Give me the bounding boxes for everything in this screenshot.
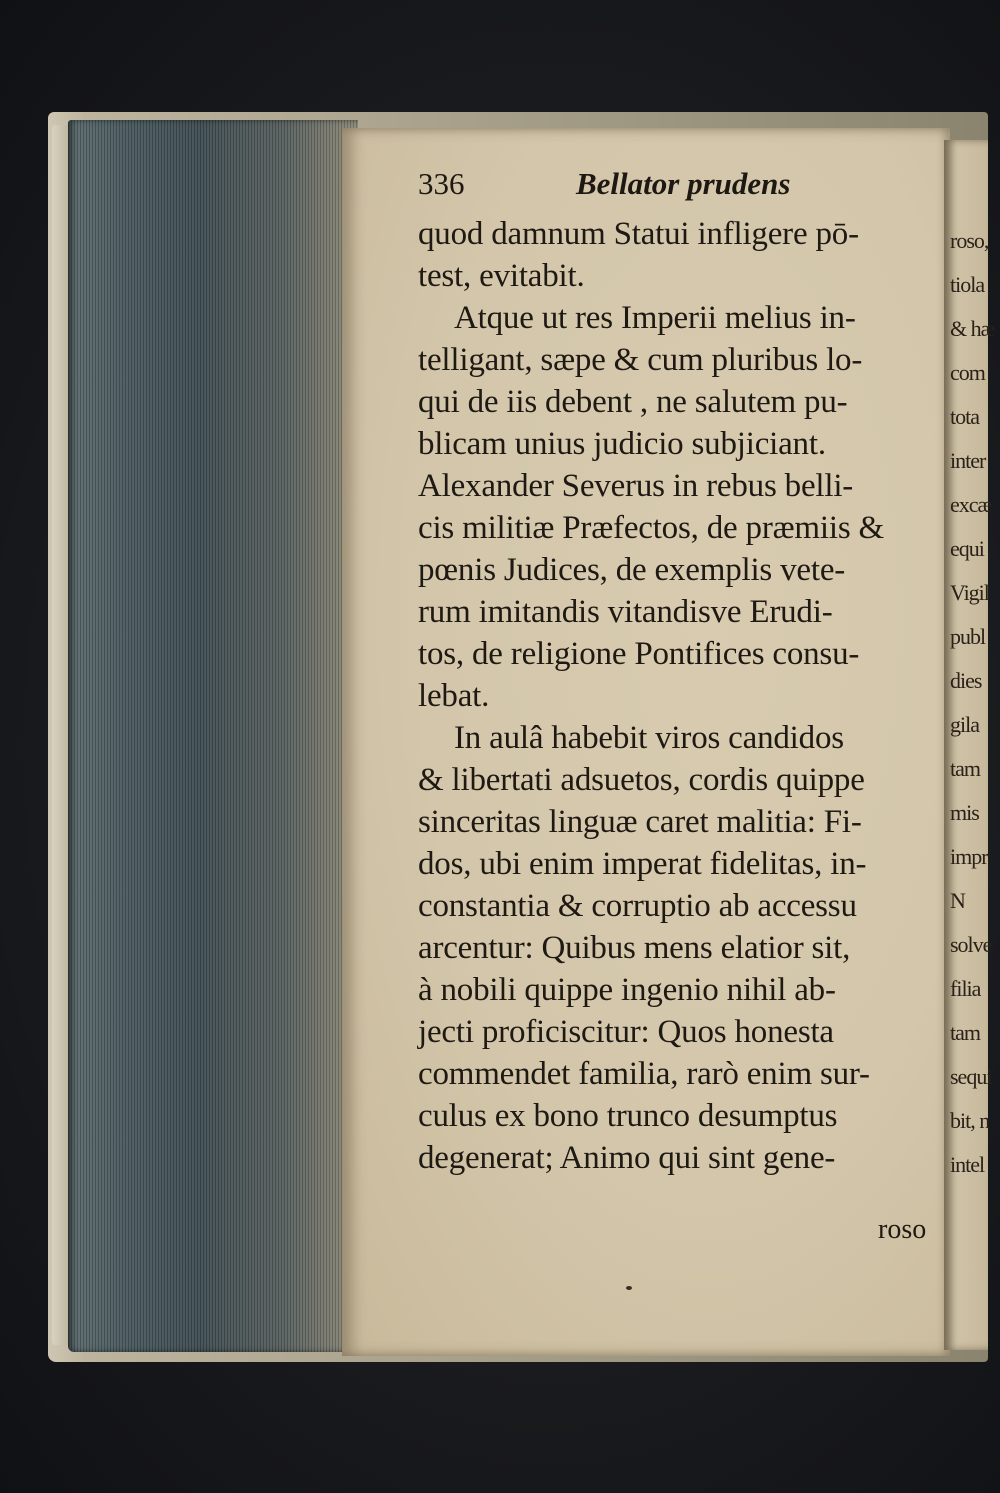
facing-page-fragment: publ [950, 624, 986, 649]
ink-spot [626, 1286, 632, 1290]
text-line: blicam unius judicio subjiciant. [418, 426, 826, 462]
facing-page-fragment: Vigil [950, 580, 989, 605]
text-line: dos, ubi enim imperat fidelitas, in- [418, 846, 867, 882]
facing-page-fragment: tam [950, 756, 980, 781]
facing-page-fragment: tam [950, 1020, 980, 1045]
running-title: Bellator prudens [576, 166, 791, 201]
text-line: lebat. [418, 678, 490, 714]
text-line: culus ex bono trunco desumptus [418, 1098, 838, 1134]
catchword: roso [878, 1214, 927, 1245]
text-line: pœnis Judices, de exemplis vete- [418, 552, 846, 588]
text-line: rum imitandis vitandisve Erudi- [418, 594, 833, 630]
facing-page-fragment: & hæ [950, 316, 995, 341]
text-line: qui de iis debent , ne salutem pu- [418, 384, 848, 420]
text-line: Alexander Severus in rebus belli- [418, 468, 854, 504]
text-line: In aulâ habebit viros candidos [454, 720, 844, 756]
facing-page [944, 140, 995, 1350]
text-line: arcentur: Quibus mens elatior sit, [418, 930, 851, 966]
page-edges [68, 120, 358, 1352]
text-line: à nobili quippe ingenio nihil ab- [418, 972, 836, 1008]
text-line: telligant, sæpe & cum pluribus lo- [418, 342, 863, 378]
page-number: 336 [418, 166, 465, 201]
facing-page-fragment: filia [950, 976, 981, 1001]
facing-page-fragment: solve [950, 932, 992, 957]
text-line: constantia & corruptio ab accessu [418, 888, 857, 924]
facing-page-fragment: impr [950, 844, 988, 869]
facing-page-fragment: sequi [950, 1064, 992, 1089]
facing-page-fragment: com [950, 360, 985, 385]
facing-page-fragment: intel [950, 1152, 985, 1177]
text-line: test, evitabit. [418, 258, 585, 294]
text-line: quod damnum Statui infligere pō- [418, 216, 859, 252]
text-line: & libertati adsuetos, cordis quippe [418, 762, 865, 798]
facing-page-fragment: bit, n [950, 1108, 990, 1133]
facing-page-fragment: inter [950, 448, 986, 473]
facing-page-fragment: N [950, 888, 965, 913]
text-line: tos, de religione Pontifices consu- [418, 636, 860, 672]
facing-page-fragment: roso, [950, 228, 989, 253]
facing-page-fragment: gila [950, 712, 979, 737]
facing-page-fragment: tota [950, 404, 979, 429]
text-line: Atque ut res Imperii melius in- [454, 300, 856, 336]
facing-page-fragment: equi [950, 536, 984, 561]
text-line: jecti proficiscitur: Quos honesta [418, 1014, 834, 1050]
facing-page-fragment: mis [950, 800, 979, 825]
text-line: sinceritas linguæ caret malitia: Fi- [418, 804, 862, 840]
text-line: commendet familia, rarò enim sur- [418, 1056, 870, 1092]
text-line: cis militiæ Præfectos, de præmiis & [418, 510, 884, 546]
text-line: degenerat; Animo qui sint gene- [418, 1140, 836, 1176]
facing-page-fragment: dies [950, 668, 982, 693]
facing-page-fragment: tiola [950, 272, 985, 297]
facing-page-fragment: excæ [950, 492, 992, 517]
